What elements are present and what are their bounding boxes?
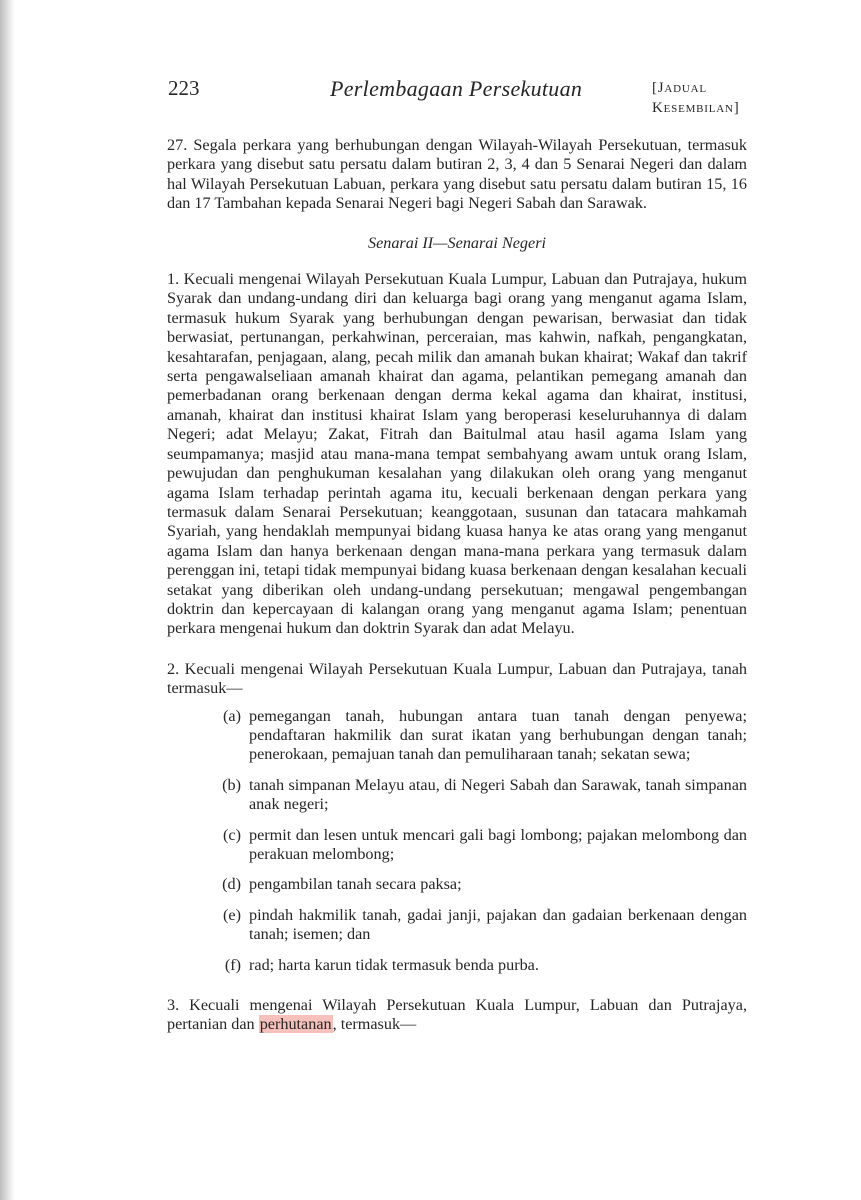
item-text: rad; harta karun tidak termasuk benda purba. (249, 955, 539, 974)
item-label: (b) (222, 775, 241, 794)
list-item (167, 776, 747, 815)
item-text: tanah simpanan Melayu atau, di Negeri Sabah dan Sarawak, tanah simpanan anak negeri; (249, 775, 747, 814)
item-text: permit dan lesen untuk mencari gali bagi lombong; pajakan melombong dan perakuan melombong; (249, 825, 747, 863)
item-label: (a) (223, 706, 241, 725)
schedule-reference-line1: [Jadual (652, 80, 707, 96)
paragraph-3-before: 3. Kecuali mengenai Wilayah Persekutuan Kuala Lumpur, Labuan dan Putrajaya, pertanian dan (167, 996, 747, 1034)
paragraph-2-items (167, 707, 747, 975)
paragraph-2-intro: 2. Kecuali mengenai Wilayah Persekutuan Kuala Lumpur, Labuan dan Putrajaya, tanah termasuk— (167, 659, 747, 698)
item-label: (f) (224, 955, 241, 974)
list-item (167, 826, 747, 865)
item-text: pemegangan tanah, hubungan antara tuan tanah dengan penyewa; pendaftaran hakmilik dan surat ikatan yang berhubungan dengan tanah; penerokaan, pemajuan tanah dan pemuliharaan tanah; sekatan sewa; (249, 706, 747, 764)
highlighted-word[interactable]: perhutanan (259, 1015, 332, 1034)
page-number: 223 (168, 76, 200, 100)
paragraph-3 (167, 996, 747, 1035)
section-heading: Senarai II—Senarai Negeri (367, 233, 547, 252)
document-body (167, 136, 747, 1035)
schedule-reference-line2: Kesembilan] (652, 100, 740, 116)
list-item (167, 956, 747, 975)
item-label: (c) (223, 825, 241, 844)
paragraph-27: 27. Segala perkara yang berhubungan dengan Wilayah-Wilayah Persekutuan, termasuk perkara yang disebut satu persatu dalam butiran 2, 3, 4 dan 5 Senarai Negeri dan dalam hal Wilayah Persekutuan Labuan, perkara yang disebut satu persatu dalam butiran 15, 16 dan 17 Tambahan kepada Senarai Negeri bagi Negeri Sabah dan Sarawak. (167, 136, 747, 213)
item-text: pindah hakmilik tanah, gadai janji, pajakan dan gadaian berkenaan dengan tanah; isemen; dan (249, 905, 747, 944)
item-text: pengambilan tanah secara paksa; (249, 875, 462, 894)
list-item (167, 875, 747, 894)
paragraph-1: 1. Kecuali mengenai Wilayah Persekutuan Kuala Lumpur, Labuan dan Putrajaya, hukum Syarak dan undang-undang diri dan keluarga bagi orang yang menganut agama Islam, termasuk hukum Syarak yang berhubungan dengan pewarisan, berwasiat dan tidak berwasiat, pertunangan, perkahwinan, perceraian, mas kahwin, nafkah, pengangkatan, kesahtarafan, penjagaan, alang, pecah milik dan amanah bukan khairat; Wakaf dan takrif serta pengawalseliaan amanah khairat dan agama, pelantikan pemegang amanah dan pemerbadanan orang berkenaan dengan derma kekal agama dan khairat, institusi, amanah, khairat dan institusi khairat Islam yang beroperasi keseluruhannya di dalam Negeri; adat Melayu; Zakat, Fitrah dan Baitulmal atau hasil agama Islam yang seumpamanya; masjid atau mana-mana tempat sembahyang awam untuk orang Islam, pewujudan dan penghukuman kesalahan yang dilakukan oleh orang yang menganut agama Islam terhadap perintah agama itu, kecuali berkenaan dengan perkara yang termasuk dalam Senarai Persekutuan; keanggotaan, susunan dan tatacara mahkamah Syariah, yang hendaklah mempunyai bidang kuasa hanya ke atas orang yang menganut agama Islam dan hanya berkenaan dengan mana-mana perkara yang termasuk dalam perenggan ini, tetapi tidak mempunyai bidang kuasa berkenaan dengan kesalahan kecuali setakat yang diberikan oleh undang-undang persekutuan; mengawal pengembangan doktrin dan kepercayaan di kalangan orang yang menganut agama Islam; penentuan perkara mengenai hukum dan doktrin Syarak dan adat Melayu. (167, 270, 747, 638)
list-item (167, 906, 747, 945)
list-item (167, 707, 747, 765)
item-label: (e) (223, 905, 241, 924)
running-title: Perlembagaan Persekutuan (330, 76, 583, 101)
paragraph-3-after: , termasuk— (332, 1015, 417, 1034)
item-label: (d) (222, 875, 241, 894)
schedule-reference (652, 78, 740, 118)
page-edge-shadow (0, 0, 15, 1200)
